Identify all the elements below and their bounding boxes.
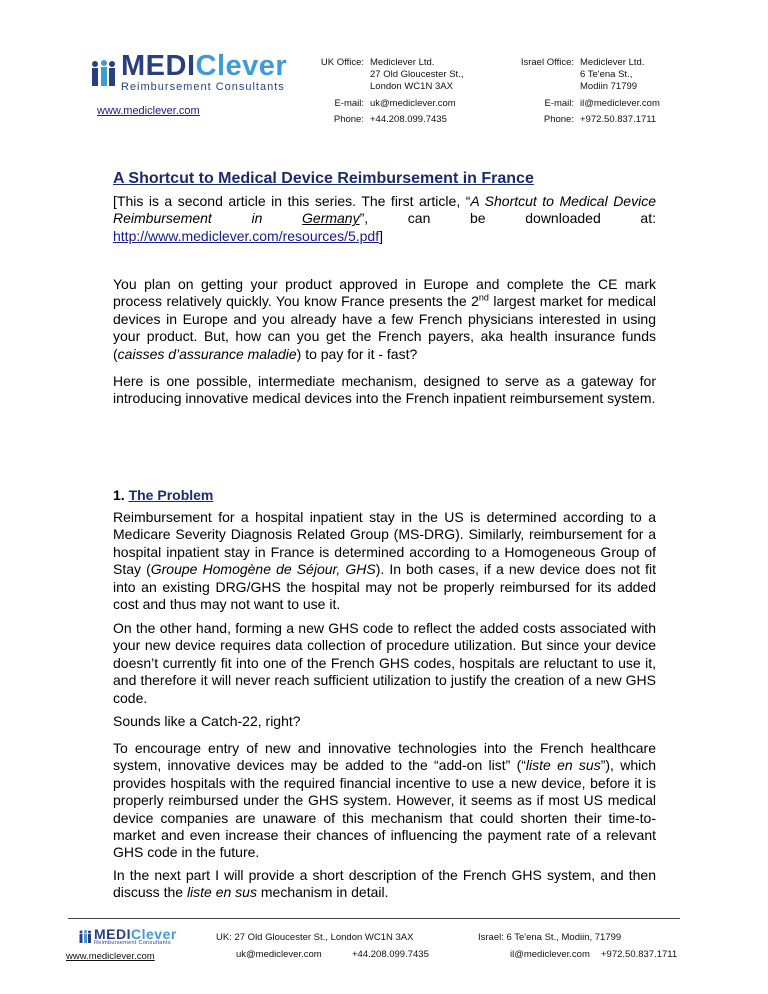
p3-text-b: ). In both cases, if a new device does not fit into an existing DRG/GHS the hospital may not be properly reimbursed for its added cost and thus may not want to use it. [113,561,656,613]
uk-street: 27 Old Gloucester St., [370,69,464,80]
logo-clever: Clever [195,50,288,82]
p1-italic: caisses d’assurance maladie [117,345,297,362]
paragraph-4: On the other hand, forming a new GHS code to reflect the added costs associated with your new device requires data collection of procedure utilization. But since your device doesn’t currently fit into one of the French GHS codes, hospitals are reluctant to use it, and therefore it will never reach sufficient utilization to justify the creation of a new GHS code. [113,620,656,706]
footer-logo-figures-icon [78,929,92,944]
p1-text-a: You plan on getting your product approved in Europe and complete the CE mark process relatively quickly. You know France presents the 2 [113,276,656,310]
intro-series: A Shortcut to Medical Device Reimbursement in [113,193,656,227]
uk-email[interactable]: uk@mediclever.com [370,98,456,109]
paragraph-3 [113,509,656,613]
uk-city: London WC1N 3AX [370,81,453,92]
p6-italic: liste en sus [525,757,601,774]
section-number: 1. [113,487,129,503]
footer-logo-medi: MEDI [94,926,131,942]
resource-link[interactable]: http://www.mediclever.com/resources/5.pdf [113,227,380,244]
intro-text-1: [This is a second article in this series. The first article, “ [113,193,471,209]
paragraph-1 [113,276,656,363]
il-office-label: Israel Office: [520,57,574,68]
p1-text-b: largest market for medical devices in Europe and you already have a few French physicians interested in using your product. But, how can you get the French payers, aka health insurance funds ( [113,293,656,362]
p7-text-b: mechanism in detail. [256,884,389,901]
paragraph-7 [113,867,656,902]
article-title: A Shortcut to Medical Device Reimbursement in France [113,170,534,187]
intro-paragraph [113,193,656,245]
il-phone: +972.50.837.1711 [580,114,657,125]
p3-italic: Groupe Homogène de Séjour, GHS [150,561,376,578]
uk-phone-label: Phone: [333,114,364,125]
uk-email-label: E-mail: [334,98,364,109]
footer-il-address: Israel: 6 Te'ena St., Modiin, 71799 [478,932,622,943]
intro-text-2: ”, can be downloaded at: [359,210,656,227]
footer-logo-clever: Clever [131,926,177,942]
il-company: Mediclever Ltd. [580,57,645,68]
p3-text-a: Reimbursement for a hospital inpatient stay in the US is determined according to a Medicare Severity Diagnosis Related Group (MS-DRG). Similarly, reimbursement for a hospital inpatient stay in France is determined according to a Homogeneous Group of Stay ( [113,509,656,578]
footer-logo [78,927,177,947]
uk-office-label: UK Office: [320,57,364,68]
footer-il-email[interactable]: il@mediclever.com [510,949,590,960]
p1-text-c: ) to pay for it - fast? [296,345,418,362]
il-email-label: E-mail: [544,98,574,109]
p6-text-b: ”), which provides hospitals with the required financial incentive to use a new device, before it is properly reimbursed under the GHS system. However, it seems as if most US medical device companies are unaware of this mechanism that could shorten their time-to-market and even increase their chances of influencing the payment rate of a relevant GHS code in the future. [113,757,656,861]
paragraph-6 [113,740,656,862]
section-title: The Problem [128,487,214,503]
company-logo [89,52,287,93]
intro-germany: Germany [302,210,360,227]
p1-superscript: nd [478,292,489,303]
footer-uk-address: UK: 27 Old Gloucester St., London WC1N 3AX [216,932,414,943]
footer-logo-subtitle: Reimbursement Consultants [94,940,171,946]
p7-italic: liste en sus [186,884,257,901]
logo-medi: MEDI [121,50,196,82]
p7-text-a: In the next part I will provide a short description of the French GHS system, and then discuss the [113,867,656,901]
footer-uk-phone: +44.208.099.7435 [352,949,429,960]
paragraph-2: Here is one possible, intermediate mechanism, designed to serve as a gateway for introducing innovative medical devices into the French inpatient reimbursement system. [113,373,656,407]
footer-website-link[interactable]: www.mediclever.com [66,951,155,962]
il-street: 6 Te'ena St., [580,69,633,80]
il-phone-label: Phone: [543,114,574,125]
paragraph-5: Sounds like a Catch-22, right? [113,713,301,729]
footer-uk-email[interactable]: uk@mediclever.com [236,949,322,960]
section-heading [113,487,213,503]
logo-subtitle: Reimbursement Consultants [121,81,285,93]
intro-text-3: ] [379,227,383,244]
footer-il-phone: +972.50.837.1711 [601,949,678,960]
logo-figures-icon [89,58,117,88]
il-city: Modiin 71799 [580,81,638,92]
uk-company: Mediclever Ltd. [370,57,435,68]
p6-text-a: To encourage entry of new and innovative technologies into the French healthcare system, innovative devices may be added to the “add-on list” (“ [113,740,656,774]
website-link[interactable]: www.mediclever.com [97,105,200,117]
il-email[interactable]: il@mediclever.com [580,98,660,109]
footer-divider [68,918,680,919]
uk-phone: +44.208.099.7435 [370,114,447,125]
